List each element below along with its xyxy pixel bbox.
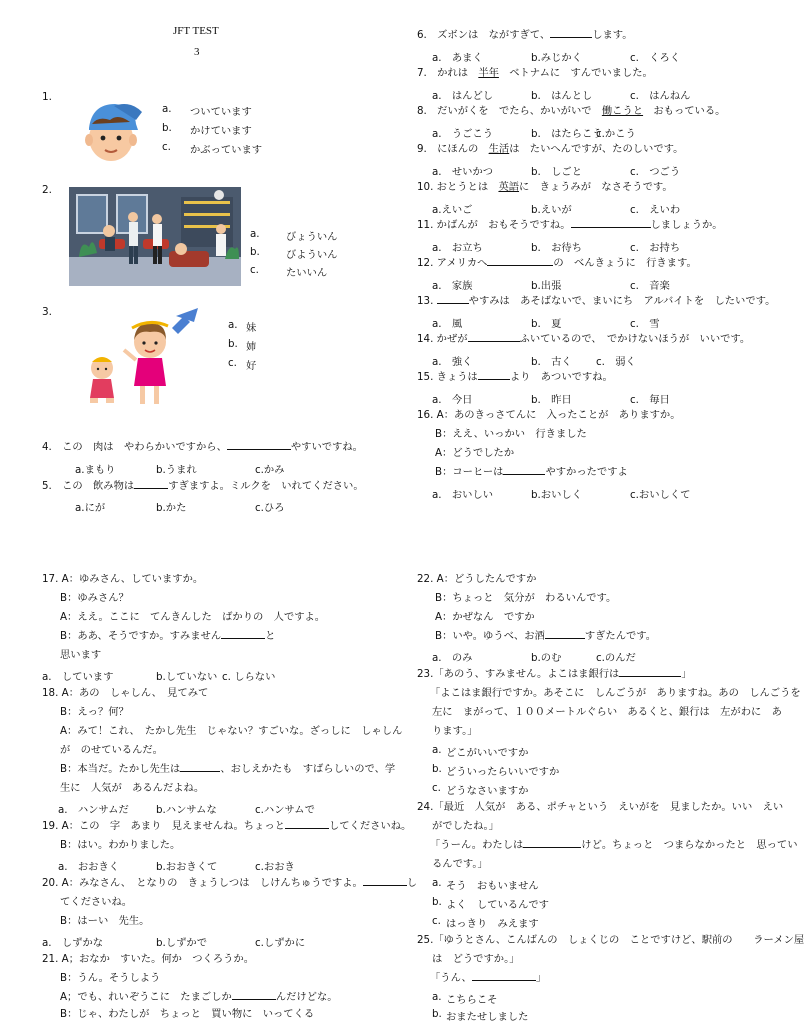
q10-stem: 10. おとうとは 英語に きょうみが なさそうです。 bbox=[417, 181, 673, 193]
q17-option-a[interactable]: a. しています bbox=[42, 671, 114, 683]
q25-line-1: 25.「ゆうとさん、こんばんの しょくじの ことですけど、駅前の ラーメン屋 bbox=[417, 934, 804, 946]
q19-option-c[interactable]: c.おおき bbox=[255, 861, 295, 873]
q1-option-c[interactable]: c. かぶっています bbox=[162, 141, 263, 156]
q18-line-3: A：みて！これ、 たかし先生 じゃない？すごいな。ざっしに しゃしん bbox=[60, 725, 403, 737]
q24-option-a[interactable]: a. そう おもいません bbox=[432, 877, 539, 892]
q7-option-a[interactable]: a. はんどし bbox=[432, 90, 494, 102]
q22-line-1: 22. A：どうしたんですか bbox=[417, 573, 537, 585]
q16-line-4: B：コーヒーは やすかったですよ bbox=[435, 463, 628, 481]
q9-option-c[interactable]: c. つごう bbox=[630, 166, 681, 178]
q16-line-2: B：ええ、いっかい 行きました bbox=[435, 428, 587, 440]
q8-option-c[interactable]: c.かこう bbox=[596, 128, 636, 140]
q16-option-c[interactable]: c.おいしくて bbox=[630, 489, 691, 501]
q11-option-c[interactable]: c. お持ち bbox=[630, 242, 681, 254]
q8-option-a[interactable]: a. うごこう bbox=[432, 128, 494, 140]
test-number: 3 bbox=[194, 46, 200, 58]
q20-blank[interactable] bbox=[363, 874, 407, 886]
q2-option-a[interactable]: a. びょういん bbox=[250, 228, 338, 243]
q20-line-1: 20. A：みなさん、 となりの きょうしつは しけんちゅうですよ。 し bbox=[42, 874, 417, 892]
q4-stem: 4. この 肉は やわらかいですから、 やすいですね。 bbox=[42, 438, 363, 456]
q5-option-a[interactable]: a.にが bbox=[75, 502, 106, 514]
q16-line-3: A：どうでしたか bbox=[435, 447, 515, 459]
q20-line-3: B：はーい 先生。 bbox=[60, 915, 150, 927]
q19-line-1: 19. A：この 字 あまり 見えませんね。ちょっと してくださいね。 bbox=[42, 817, 411, 835]
q24-blank[interactable] bbox=[523, 836, 581, 848]
q13-option-b[interactable]: b. 夏 bbox=[531, 318, 562, 330]
q15-stem: 15. きょうは より あついですね。 bbox=[417, 368, 613, 386]
q6-stem: 6. ズボンは ながすぎて、 します。 bbox=[417, 26, 633, 44]
q17-line-3: A：ええ。ここに てんきんした ばかりの 人ですよ。 bbox=[60, 611, 326, 623]
q17-line-1: 17. A：ゆみさん、していますか。 bbox=[42, 573, 204, 585]
q21-line-4: B：じゃ、わたしが ちょっと 買い物に いってくる bbox=[60, 1008, 315, 1020]
q17-line-2: B：ゆみさん？ bbox=[60, 592, 129, 604]
q17-option-b[interactable]: b.していない bbox=[156, 671, 218, 683]
q8-stem: 8. だいがくを でたら、かいがいで 働こうと おもっている。 bbox=[417, 105, 726, 117]
q25-option-b[interactable]: b. おまたせしました bbox=[432, 1008, 529, 1023]
q16-blank[interactable] bbox=[503, 463, 545, 475]
q23-option-b[interactable]: b. どういったらいいですか bbox=[432, 763, 560, 778]
q13-blank[interactable] bbox=[437, 292, 469, 304]
q1-option-a[interactable]: a. ついています bbox=[162, 103, 252, 118]
q9-option-b[interactable]: b. しごと bbox=[531, 166, 582, 178]
q22-line-4: B：いや。ゆうべ、お酒 すぎたんです。 bbox=[435, 627, 656, 645]
q22-option-a[interactable]: a. のみ bbox=[432, 652, 473, 664]
q17-option-c[interactable]: c. しらない bbox=[222, 671, 276, 683]
q25-line-3: 「うん、 」 bbox=[430, 969, 546, 987]
q23-option-c[interactable]: c. どうなさいますか bbox=[432, 782, 529, 797]
q21-blank[interactable] bbox=[232, 988, 276, 1000]
q13-option-c[interactable]: c. 雪 bbox=[630, 318, 660, 330]
q15-option-b[interactable]: b. 昨日 bbox=[531, 394, 572, 406]
q10-option-a[interactable]: a.えいご bbox=[432, 204, 473, 216]
q20-option-a[interactable]: a. しずかな bbox=[42, 937, 104, 949]
q19-line-2: B：はい。わかりました。 bbox=[60, 839, 181, 851]
q24-option-b[interactable]: b. よく しているんです bbox=[432, 896, 549, 911]
q12-option-a[interactable]: a. 家族 bbox=[432, 280, 473, 292]
q13-option-a[interactable]: a. 風 bbox=[432, 318, 463, 330]
q19-blank[interactable] bbox=[285, 817, 329, 829]
q12-stem: 12. アメリカへ の べんきょうに 行きます。 bbox=[417, 254, 697, 272]
q6-option-c[interactable]: c. くろく bbox=[630, 52, 681, 64]
q5-option-c[interactable]: c.ひろ bbox=[255, 502, 285, 514]
q16-line-1: 16. A：あのきっさてんに 入ったことが ありますか。 bbox=[417, 409, 681, 421]
q6-blank[interactable] bbox=[550, 26, 592, 38]
q21-line-1: 21. A；おなか すいた。何か つくろうか。 bbox=[42, 953, 255, 965]
q17-blank[interactable] bbox=[221, 627, 265, 639]
q21-line-2: B：うん。そうしよう bbox=[60, 972, 161, 984]
q11-blank[interactable] bbox=[571, 216, 651, 228]
q5-blank[interactable] bbox=[134, 477, 168, 489]
q19-option-b[interactable]: b.おおきくて bbox=[156, 861, 218, 873]
q25-line-2: は どうですか。」 bbox=[432, 953, 520, 965]
q3-number: 3. bbox=[42, 306, 53, 318]
q10-option-c[interactable]: c. えいわ bbox=[630, 204, 681, 216]
q20-option-c[interactable]: c.しずかに bbox=[255, 937, 306, 949]
q13-stem: 13. やすみは あそばないで、まいにち アルバイトを したいです。 bbox=[417, 292, 775, 310]
q2-option-b[interactable]: b. びよういん bbox=[250, 246, 338, 261]
q16-option-b[interactable]: b.おいしく bbox=[531, 489, 582, 501]
sisters-illustration bbox=[80, 306, 202, 412]
q6-option-b[interactable]: b.みじかく bbox=[531, 52, 582, 64]
q11-option-a[interactable]: a. お立ち bbox=[432, 242, 483, 254]
q10-option-b[interactable]: b.えいが bbox=[531, 204, 572, 216]
q2-number: 2. bbox=[42, 184, 53, 196]
q5-stem: 5. この 飲み物は すぎますよ。ミルクを いれてください。 bbox=[42, 477, 364, 495]
q23-option-a[interactable]: a. どこがいいですか bbox=[432, 744, 529, 759]
q18-line-6: 生に 人気が あるんだよね。 bbox=[60, 782, 205, 794]
q4-option-c[interactable]: c.かみ bbox=[255, 464, 285, 476]
q14-option-b[interactable]: b. 古く bbox=[531, 356, 572, 368]
q6-option-a[interactable]: a. あまく bbox=[432, 52, 483, 64]
q18-option-a[interactable]: a. ハンサムだ bbox=[58, 804, 129, 816]
q14-blank[interactable] bbox=[468, 330, 520, 342]
beauty-salon-illustration bbox=[69, 187, 241, 286]
q1-number: 1. bbox=[42, 91, 53, 103]
q4-blank[interactable] bbox=[227, 438, 291, 450]
q5-option-b[interactable]: b.かた bbox=[156, 502, 187, 514]
q12-option-c[interactable]: c. 音楽 bbox=[630, 280, 670, 292]
q15-option-a[interactable]: a. 今日 bbox=[432, 394, 473, 406]
q1-option-b[interactable]: b. かけています bbox=[162, 122, 252, 137]
q19-option-a[interactable]: a. おおきく bbox=[58, 861, 120, 873]
q20-line-2: てくださいね。 bbox=[60, 896, 133, 908]
q4-option-a[interactable]: a.まもり bbox=[75, 464, 116, 476]
q11-option-b[interactable]: b. お待ち bbox=[531, 242, 582, 254]
q22-option-c[interactable]: c.のんだ bbox=[596, 652, 636, 664]
q2-option-c[interactable]: c. たいいん bbox=[250, 264, 328, 279]
q25-option-a[interactable]: a. こちらこそ bbox=[432, 991, 498, 1006]
q23-line-1: 23.「あのう、すみません。よこはま銀行は 」 bbox=[417, 665, 692, 683]
q15-option-c[interactable]: c. 毎日 bbox=[630, 394, 670, 406]
test-title: JFT TEST bbox=[173, 25, 219, 37]
q15-blank[interactable] bbox=[478, 368, 510, 380]
q7-option-b[interactable]: b. はんとし bbox=[531, 90, 593, 102]
q24-option-c[interactable]: c. はっきり みえます bbox=[432, 915, 539, 930]
q23-line-3: 左に まがって、１００メートルぐらい あるくと、銀行は 左がわに あ bbox=[432, 706, 782, 718]
q24-line-4: るんです。」 bbox=[432, 858, 488, 870]
q12-option-b[interactable]: b.出張 bbox=[531, 280, 562, 292]
boy-with-cap-illustration bbox=[80, 98, 142, 166]
q9-option-a[interactable]: a. せいかつ bbox=[432, 166, 494, 178]
q14-stem: 14. かぜが ふいているので、 でかけないほうが いいです。 bbox=[417, 330, 750, 348]
q3-option-a[interactable]: a. 妹 bbox=[228, 319, 257, 334]
q14-option-a[interactable]: a. 強く bbox=[432, 356, 473, 368]
q22-line-2: B：ちょっと 気分が わるいんです。 bbox=[435, 592, 617, 604]
q18-line-1: 18. A：あの しゃしん、 見てみて bbox=[42, 687, 209, 699]
q9-stem: 9. にほんの 生活は たいへんですが、たのしいです。 bbox=[417, 143, 684, 155]
q17-line-5: 思います bbox=[60, 649, 102, 661]
q24-line-3: 「うーん。わたしは けど。ちょっと つまらなかったと 思ってい bbox=[430, 836, 798, 854]
q20-option-b[interactable]: b.しずかで bbox=[156, 937, 207, 949]
q22-line-3: A：かぜなん ですか bbox=[435, 611, 535, 623]
q25-blank[interactable] bbox=[472, 969, 536, 981]
q7-stem: 7. かれは 半年 ベトナムに すんでいました。 bbox=[417, 67, 653, 79]
q16-option-a[interactable]: a. おいしい bbox=[432, 489, 494, 501]
q3-option-b[interactable]: b. 姉 bbox=[228, 338, 257, 353]
q18-blank[interactable] bbox=[180, 760, 220, 772]
q21-line-3: A；でも、れいぞうこに たまごしか んだけどな。 bbox=[60, 988, 338, 1006]
q14-option-c[interactable]: c. 弱く bbox=[596, 356, 636, 368]
q18-line-4: が のせているんだ。 bbox=[60, 744, 163, 756]
q22-option-b[interactable]: b.のむ bbox=[531, 652, 562, 664]
q17-line-4: B：ああ、そうですか。すみません と bbox=[60, 627, 275, 645]
q3-option-c[interactable]: c. 好 bbox=[228, 357, 257, 372]
q11-stem: 11. かばんが おもそうですね。 しましょうか。 bbox=[417, 216, 723, 234]
q4-option-b[interactable]: b.うまれ bbox=[156, 464, 197, 476]
q18-line-5: B：本当だ。たかし先生は 、おしえかたも すばらしいので、学 bbox=[60, 760, 395, 778]
q24-line-1: 24.「最近 人気が ある、ポチャという えいがを 見ましたか。いい えい bbox=[417, 801, 784, 813]
q24-line-2: がでしたね。」 bbox=[432, 820, 499, 832]
q18-option-c[interactable]: c.ハンサムで bbox=[255, 804, 315, 816]
q23-line-2: 「よこはま銀行ですか。あそこに しんごうが ありますね。あの しんごうを bbox=[430, 687, 801, 699]
q18-line-2: B：えっ？何？ bbox=[60, 706, 129, 718]
q18-option-b[interactable]: b.ハンサムな bbox=[156, 804, 217, 816]
q7-option-c[interactable]: c. はんねん bbox=[630, 90, 691, 102]
q23-blank[interactable] bbox=[619, 665, 681, 677]
q12-blank[interactable] bbox=[487, 254, 553, 266]
q8-option-b[interactable]: b. はたらこう bbox=[531, 128, 603, 140]
q23-line-4: ります。」 bbox=[432, 725, 478, 737]
q22-blank[interactable] bbox=[545, 627, 585, 639]
